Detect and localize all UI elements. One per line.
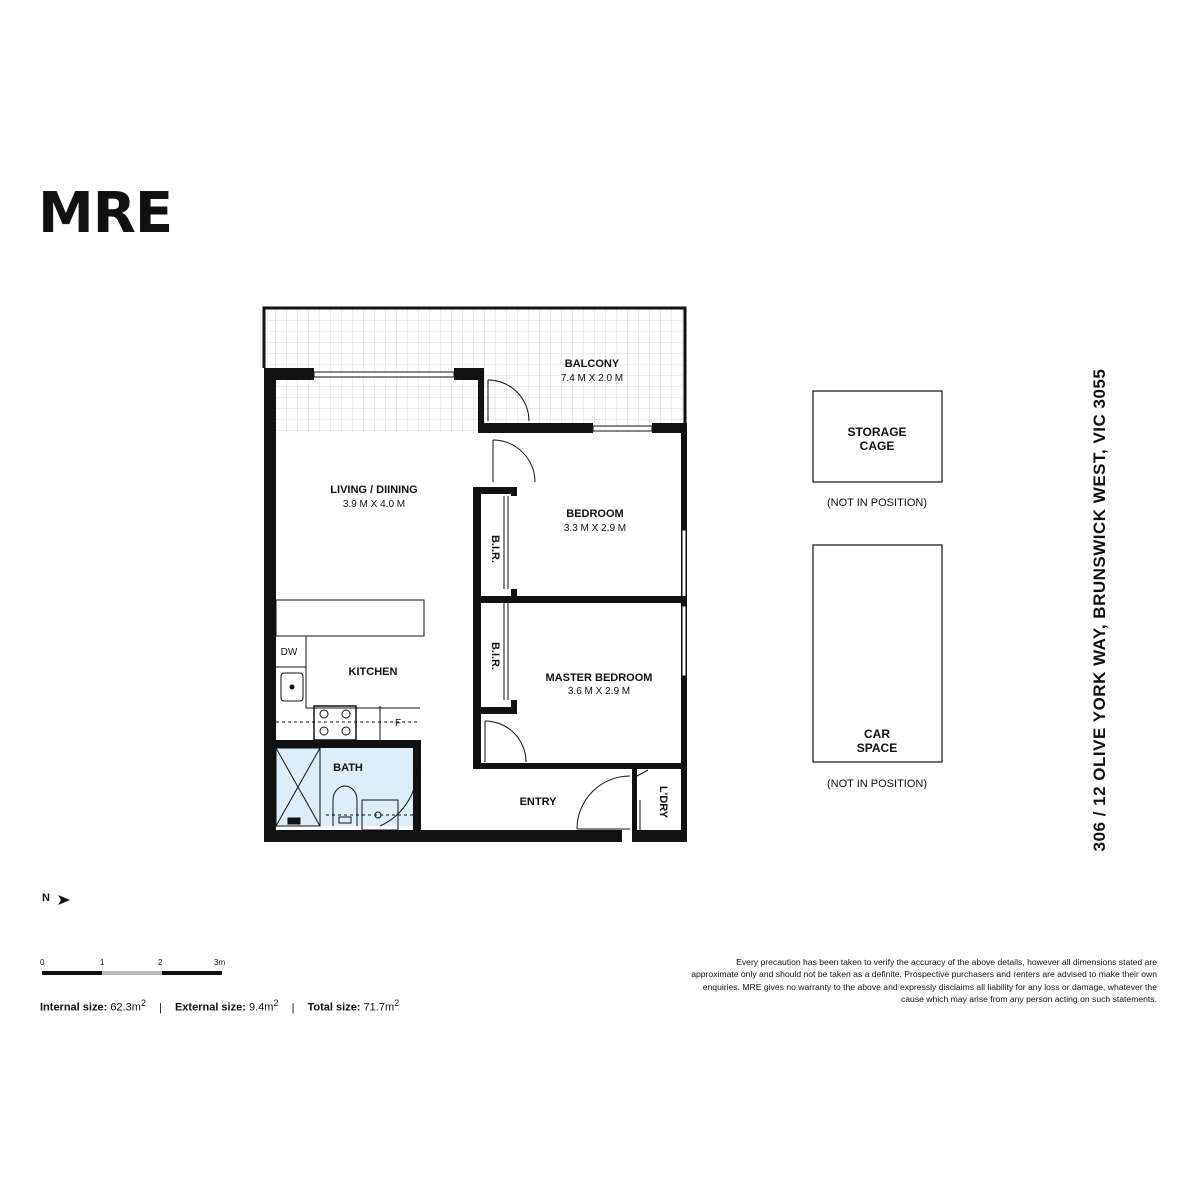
scale-tick-1: 1 <box>100 958 105 967</box>
property-address: 306 / 12 OLIVE YORK WAY, BRUNSWICK WEST, VIC 3055 <box>1090 368 1109 852</box>
size-separator: | <box>159 1001 162 1014</box>
living-dims: 3.9 M X 4.0 M <box>342 499 406 510</box>
entry-label: ENTRY <box>519 796 557 808</box>
north-label: N <box>42 892 50 904</box>
size-summary <box>40 998 399 1014</box>
storage-cage-note: (NOT IN POSITION) <box>826 497 928 509</box>
bedroom-dims: 3.3 M X 2.9 M <box>563 523 627 534</box>
bath-label: BATH <box>333 762 363 774</box>
internal-size-unit: 2 <box>140 998 146 1008</box>
total-size-value: 71.7m <box>363 1001 395 1014</box>
scale-tick-3: 3m <box>214 958 226 967</box>
size-separator: | <box>291 1001 295 1014</box>
external-size-label: External size: <box>174 1001 246 1014</box>
total-size-label: Total size: <box>307 1001 361 1014</box>
bedroom-label: BEDROOM <box>566 508 624 520</box>
living-label: LIVING / DIINING <box>330 484 418 496</box>
north-arrow-icon <box>58 895 70 905</box>
bir-label-2: B.I.R. <box>489 641 501 671</box>
kitchen-label: KITCHEN <box>348 666 398 678</box>
external-size-unit: 2 <box>273 998 279 1008</box>
scale-segment-3 <box>162 971 222 975</box>
internal-size-label: Internal size: <box>40 1001 108 1014</box>
scale-tick-2: 2 <box>158 958 163 967</box>
internal-size-value: 62.3m <box>110 1001 141 1014</box>
disclaimer-text: Every precaution has been taken to verify the accuracy of the above details, however all dimensions stated are approximate only and should not be taken as a definite. Prospective purchasers and renters are advised to make their own enquiries. MRE gives no warranty to the above and expressly disclaims all liability for any loss or damage, whatever the cause which may arise from any person acting on such statements. <box>691 957 1157 1004</box>
scale-bar <box>40 958 230 978</box>
scale-tick-0: 0 <box>40 958 45 967</box>
storage-cage-label-line1: STORAGE <box>847 425 907 439</box>
master-bedroom-dims: 3.6 M X 2.9 M <box>567 686 631 697</box>
car-space-note: (NOT IN POSITION) <box>826 778 928 790</box>
car-space-label-line1: CAR <box>864 727 890 741</box>
total-size-unit: 2 <box>394 998 400 1008</box>
bir-label-1: B.I.R. <box>489 534 501 564</box>
scale-segment-2 <box>102 971 162 975</box>
dishwasher-label: DW <box>280 647 298 658</box>
master-bedroom-label: MASTER BEDROOM <box>545 672 653 684</box>
external-size-value: 9.4m <box>248 1001 274 1014</box>
car-space-label-line2: SPACE <box>856 741 898 755</box>
balcony-label: BALCONY <box>564 358 620 370</box>
bath-floor <box>276 748 413 826</box>
balcony-dims: 7.4 M X 2.0 M <box>560 373 624 384</box>
storage-cage-label-line2: CAGE <box>859 439 895 453</box>
scale-segment-1 <box>42 971 102 975</box>
brand-logo: MRE <box>38 181 173 246</box>
fridge-label: F <box>394 718 402 729</box>
laundry-label: L'DRY <box>657 785 669 819</box>
